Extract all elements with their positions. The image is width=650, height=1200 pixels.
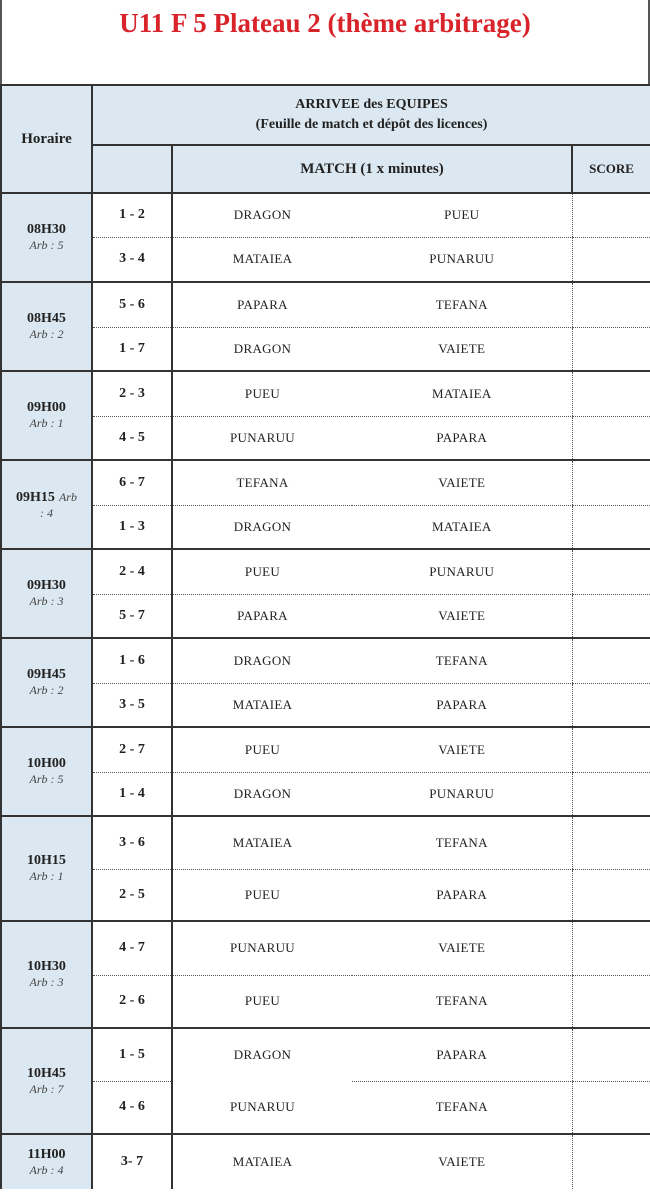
- match-row: [1, 282, 650, 327]
- score-field[interactable]: [572, 772, 650, 816]
- referee-label: Arb : 3: [29, 975, 64, 989]
- referee-label: Arb : 1: [29, 416, 64, 430]
- time-slot-cell: [1, 193, 92, 282]
- home-team: DRAGON: [233, 1047, 292, 1062]
- home-team: DRAGON: [172, 327, 352, 371]
- match-row: [1, 505, 650, 549]
- score-field[interactable]: [572, 282, 650, 327]
- match-number: 3 - 5: [92, 683, 172, 727]
- match-row: [1, 237, 650, 282]
- match-number: 4 - 6: [92, 1081, 172, 1134]
- header-horaire: Horaire: [1, 85, 92, 193]
- referee-label: Arb : 7: [29, 1081, 64, 1096]
- home-team: MATAIEA: [172, 683, 352, 727]
- match-row: [1, 727, 650, 772]
- home-team: MATAIEA: [172, 237, 352, 282]
- score-field[interactable]: [572, 505, 650, 549]
- time-slot-cell: [1, 1028, 92, 1134]
- referee-label: Arb : 1: [29, 869, 64, 883]
- match-number: 1 - 2: [92, 193, 172, 237]
- time-slot-cell: [1, 727, 92, 816]
- away-team: PAPARA: [352, 1028, 572, 1081]
- home-team: PAPARA: [172, 594, 352, 638]
- away-team: VAIETE: [352, 921, 572, 975]
- away-team: TEFANA: [352, 975, 572, 1028]
- referee-label: Arb : 2: [29, 683, 64, 697]
- referee-label: Arb : 2: [29, 327, 64, 341]
- match-number: 5 - 7: [92, 594, 172, 638]
- home-team: PUEU: [172, 727, 352, 772]
- home-team: PUEU: [172, 549, 352, 594]
- time-slot-cell: [1, 638, 92, 727]
- match-row: [1, 594, 650, 638]
- match-number: 4 - 7: [92, 921, 172, 975]
- referee-label: Arb : 3: [29, 594, 64, 608]
- match-number: 2 - 5: [92, 869, 172, 921]
- home-team: DRAGON: [172, 772, 352, 816]
- match-row: [1, 549, 650, 594]
- away-team: TEFANA: [352, 638, 572, 683]
- score-field[interactable]: [572, 683, 650, 727]
- away-team: PUNARUU: [352, 772, 572, 816]
- score-field[interactable]: [572, 549, 650, 594]
- home-team: MATAIEA: [232, 1154, 293, 1169]
- score-field[interactable]: [572, 638, 650, 683]
- score-field[interactable]: [572, 727, 650, 772]
- header-arrivee-line2: (Feuille de match et dépôt des licences): [255, 117, 488, 132]
- score-field[interactable]: [572, 594, 650, 638]
- away-team: PUNARUU: [352, 237, 572, 282]
- home-team: DRAGON: [172, 505, 352, 549]
- time-label: 09H00: [27, 400, 66, 415]
- away-team: PAPARA: [352, 869, 572, 921]
- time-slot-cell: [1, 1134, 92, 1189]
- header-number-blank: [92, 145, 172, 193]
- time-label: 08H30: [27, 222, 66, 237]
- away-team: PAPARA: [352, 683, 572, 727]
- referee-label-continued: : 4: [40, 506, 53, 520]
- time-label: 09H15: [16, 490, 55, 505]
- score-field[interactable]: [572, 1028, 650, 1081]
- away-team: MATAIEA: [352, 371, 572, 416]
- away-team: VAIETE: [352, 727, 572, 772]
- referee-label: Arb : 5: [29, 238, 64, 252]
- score-field[interactable]: [572, 237, 650, 282]
- match-row: [1, 460, 650, 505]
- score-field[interactable]: [572, 460, 650, 505]
- header-match: MATCH (1 x minutes): [172, 145, 572, 193]
- score-field[interactable]: [572, 869, 650, 921]
- match-number: 1 - 5: [92, 1028, 172, 1081]
- away-team: VAIETE: [352, 460, 572, 505]
- score-field[interactable]: [572, 371, 650, 416]
- time-slot-cell: [1, 371, 92, 460]
- home-team: PUEU: [172, 975, 352, 1028]
- time-label: 09H30: [27, 578, 66, 593]
- time-slot-cell: [1, 460, 92, 549]
- match-number: 1 - 4: [92, 772, 172, 816]
- away-team: PUNARUU: [352, 549, 572, 594]
- time-label: 10H15: [27, 853, 66, 868]
- referee-label: Arb : 4: [29, 1162, 64, 1177]
- time-slot-cell: [1, 549, 92, 638]
- away-team: PAPARA: [352, 416, 572, 460]
- match-number: 2 - 6: [92, 975, 172, 1028]
- match-number: 2 - 7: [92, 727, 172, 772]
- referee-label: Arb : 5: [29, 772, 64, 786]
- match-number: 2 - 4: [92, 549, 172, 594]
- home-team: PUNARUU: [172, 416, 352, 460]
- home-team: PUNARUU: [172, 1081, 352, 1134]
- match-number: 3 - 4: [92, 237, 172, 282]
- header-arrivee: [92, 85, 650, 145]
- match-number: 1 - 7: [92, 327, 172, 371]
- home-team: PUNARUU: [172, 921, 352, 975]
- header-arrivee-line1: ARRIVEE des EQUIPES: [295, 97, 448, 112]
- match-number: 4 - 5: [92, 416, 172, 460]
- time-label: 10H45: [27, 1065, 66, 1081]
- time-label: 09H45: [27, 667, 66, 682]
- time-slot-cell: [1, 282, 92, 371]
- home-team: TEFANA: [172, 460, 352, 505]
- score-field[interactable]: [572, 921, 650, 975]
- time-label: 10H30: [27, 959, 66, 974]
- match-row: [1, 816, 650, 869]
- score-field[interactable]: [572, 416, 650, 460]
- score-field[interactable]: [572, 975, 650, 1028]
- time-label: 11H00: [27, 1146, 66, 1162]
- score-field[interactable]: [572, 327, 650, 371]
- match-number: 2 - 3: [92, 371, 172, 416]
- time-label: 10H00: [27, 756, 66, 771]
- match-row: [1, 975, 650, 1028]
- time-label: 08H45: [27, 311, 66, 326]
- match-row: [1, 371, 650, 416]
- away-team: VAIETE: [352, 594, 572, 638]
- match-number: 1 - 6: [92, 638, 172, 683]
- match-row: [1, 1134, 650, 1189]
- match-row: [1, 416, 650, 460]
- match-row: [1, 638, 650, 683]
- match-number: 3- 7: [92, 1134, 172, 1189]
- match-number: 3 - 6: [92, 816, 172, 869]
- match-row: [1, 1028, 650, 1081]
- score-field[interactable]: [572, 816, 650, 869]
- time-slot-cell: [1, 816, 92, 921]
- match-row: [1, 869, 650, 921]
- score-field[interactable]: [572, 1081, 650, 1134]
- page-title: U11 F 5 Plateau 2 (thème arbitrage): [119, 8, 531, 38]
- schedule-table: [0, 84, 650, 1189]
- away-team: PUEU: [352, 193, 572, 237]
- away-team: MATAIEA: [352, 505, 572, 549]
- home-team: MATAIEA: [172, 816, 352, 869]
- home-team: PUEU: [172, 371, 352, 416]
- home-team: DRAGON: [172, 638, 352, 683]
- home-team: PUEU: [172, 869, 352, 921]
- match-row: [1, 683, 650, 727]
- away-team: VAIETE: [438, 1154, 486, 1169]
- away-team: VAIETE: [352, 327, 572, 371]
- match-number: 6 - 7: [92, 460, 172, 505]
- away-team: TEFANA: [352, 282, 572, 327]
- match-row: [1, 921, 650, 975]
- match-number: 1 - 3: [92, 505, 172, 549]
- match-row: [1, 1081, 650, 1134]
- referee-label: Arb: [58, 490, 77, 504]
- match-row: [1, 772, 650, 816]
- score-field[interactable]: [572, 1134, 650, 1189]
- header-score: SCORE: [572, 145, 650, 193]
- score-field[interactable]: [572, 193, 650, 237]
- match-row: [1, 327, 650, 371]
- home-team: PAPARA: [172, 282, 352, 327]
- match-row: [1, 193, 650, 237]
- time-slot-cell: [1, 921, 92, 1028]
- away-team: TEFANA: [352, 1081, 572, 1134]
- match-number: 5 - 6: [92, 282, 172, 327]
- away-team: TEFANA: [352, 816, 572, 869]
- home-team: DRAGON: [172, 193, 352, 237]
